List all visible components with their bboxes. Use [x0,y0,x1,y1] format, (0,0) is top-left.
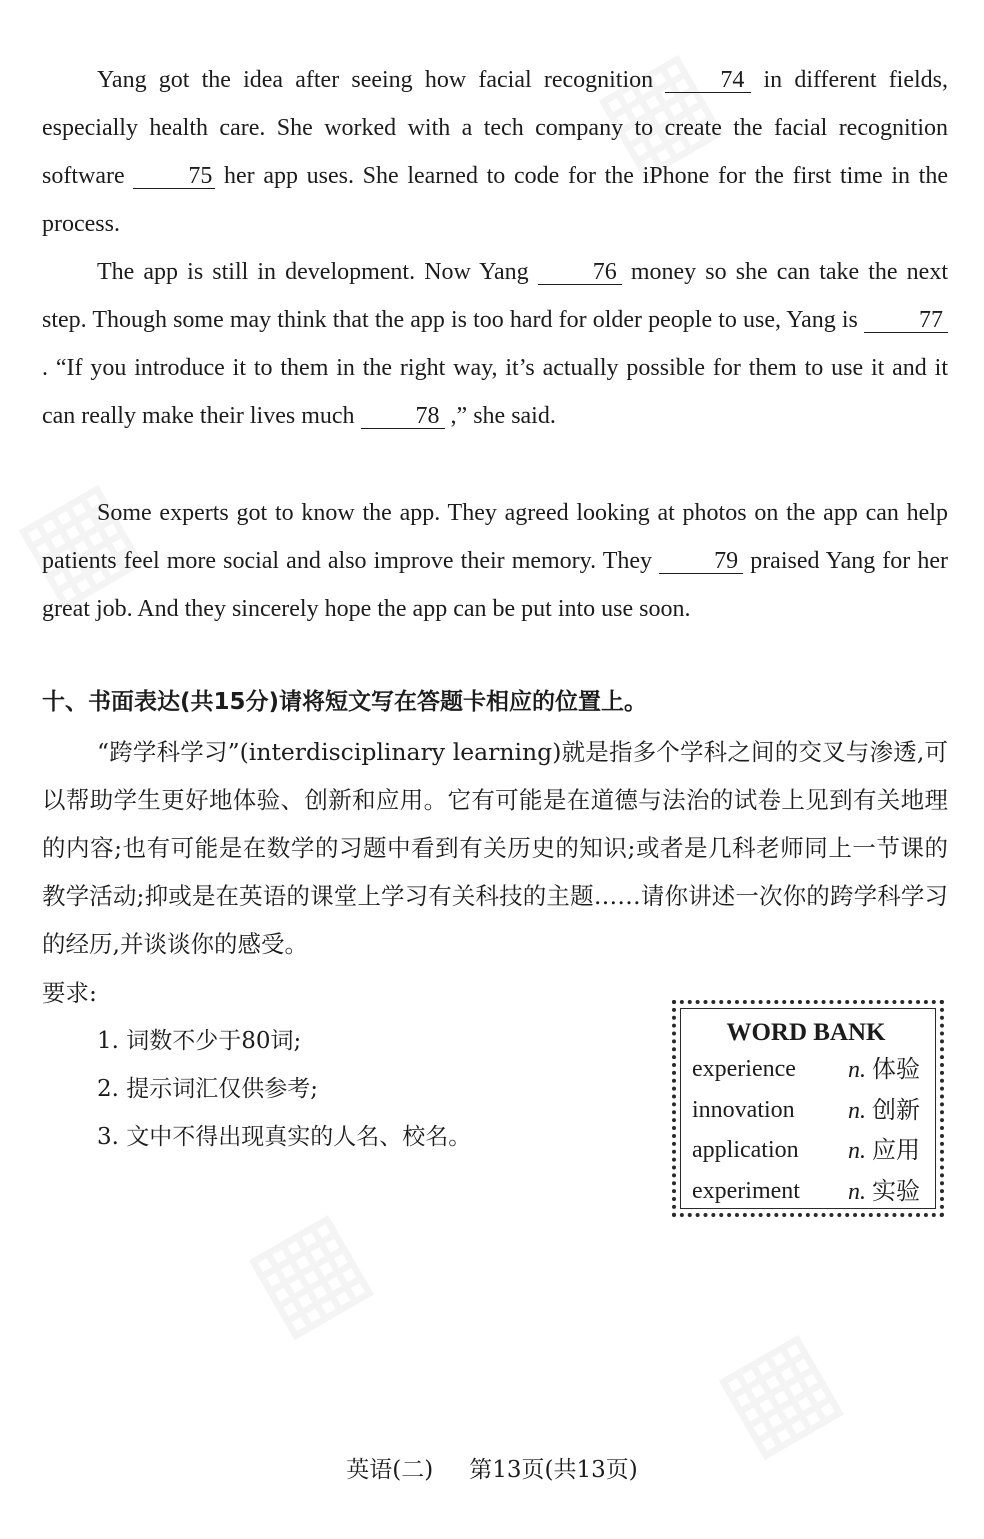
passage-text: money so she can take the next step. Though some may think that the app is too hard for older people to use, Yang is [42,259,948,333]
word-bank-meaning: 体验 [872,1055,920,1083]
passage-text: Yang got the idea after seeing how facial recognition [97,67,666,93]
passage-paragraph-1 [42,56,948,248]
page-footer [0,1450,984,1490]
word-bank-box [672,1000,944,1217]
answer-blank-78: 78 [361,404,445,429]
word-bank-pos: n. [848,1178,866,1205]
footer-page-number: 第13页(共13页) [469,1457,638,1483]
word-bank-pos: n. [848,1138,866,1164]
word-bank-entry [692,1091,920,1132]
passage-text: . “If you introduce it to them in the right way, it’s actually possible for them to use it and it can really make their lives much [42,355,948,429]
requirement-item: 1. 词数不少于80词; [97,1028,302,1054]
word-bank-word: experiment [692,1177,800,1204]
passage-paragraph-2 [42,248,948,440]
section-heading: 十、书面表达(共15分)请将短文写在答题卡相应的位置上。 [42,689,648,715]
word-bank-entry [692,1131,920,1172]
word-bank-meaning: 实验 [872,1176,920,1205]
requirement-item: 2. 提示词汇仅供参考; [97,1076,319,1102]
passage-text: The app is still in development. Now Yang [97,259,538,285]
word-bank-entry [692,1172,920,1213]
passage-text: her app uses. She learned to code for the iPhone for the first time in the process. [42,163,948,237]
word-bank-word: innovation [692,1096,795,1123]
requirement-item: 3. 文中不得出现真实的人名、校名。 [97,1124,472,1150]
requirements-label: 要求: [42,979,97,1007]
word-bank-pos: n. [848,1057,866,1083]
word-bank-word: experience [692,1056,796,1082]
passage-text: praised Yang for her great job. And they sincerely hope the app can be put into use soon. [42,548,949,622]
answer-blank-74: 74 [665,68,751,93]
word-bank-meaning: 创新 [872,1095,920,1124]
word-bank-meaning: 应用 [872,1136,920,1164]
watermark-logo [223,1181,391,1358]
writing-prompt: “跨学科学习”(interdisciplinary learning)就是指多个学科之间的交叉与渗透,可以帮助学生更好地体验、创新和应用。它有可能是在道德与法治的试卷上见到有关地理的内容;也有可能是在数学的习题中看到有关历史的知识;或者是几科老师同上一节课的教学活动;抑或是在英语的课堂上学习有关科技的主题……请你讲述一次你的跨学科学习的经历,并谈谈你的感受。 [42,738,948,958]
passage-text: Some experts got to know the app. They agreed looking at photos on the app can help patients feel more social and also improve their memory. They [42,500,948,574]
word-bank-entry [692,1050,920,1091]
footer-subject: 英语(二) [346,1457,434,1483]
passage-paragraph-3 [42,489,948,633]
word-bank-title: WORD BANK [726,1019,886,1046]
word-bank-word: application [692,1137,799,1163]
answer-blank-76: 76 [538,260,622,285]
answer-blank-77: 77 [864,308,948,333]
passage-text: in different fields, especially health care. She worked with a tech company to create the facial recognition software [42,67,949,189]
word-bank-pos: n. [848,1097,866,1124]
answer-blank-79: 79 [659,549,743,574]
answer-blank-75: 75 [133,164,215,189]
passage-text: ,” she said. [444,403,556,429]
